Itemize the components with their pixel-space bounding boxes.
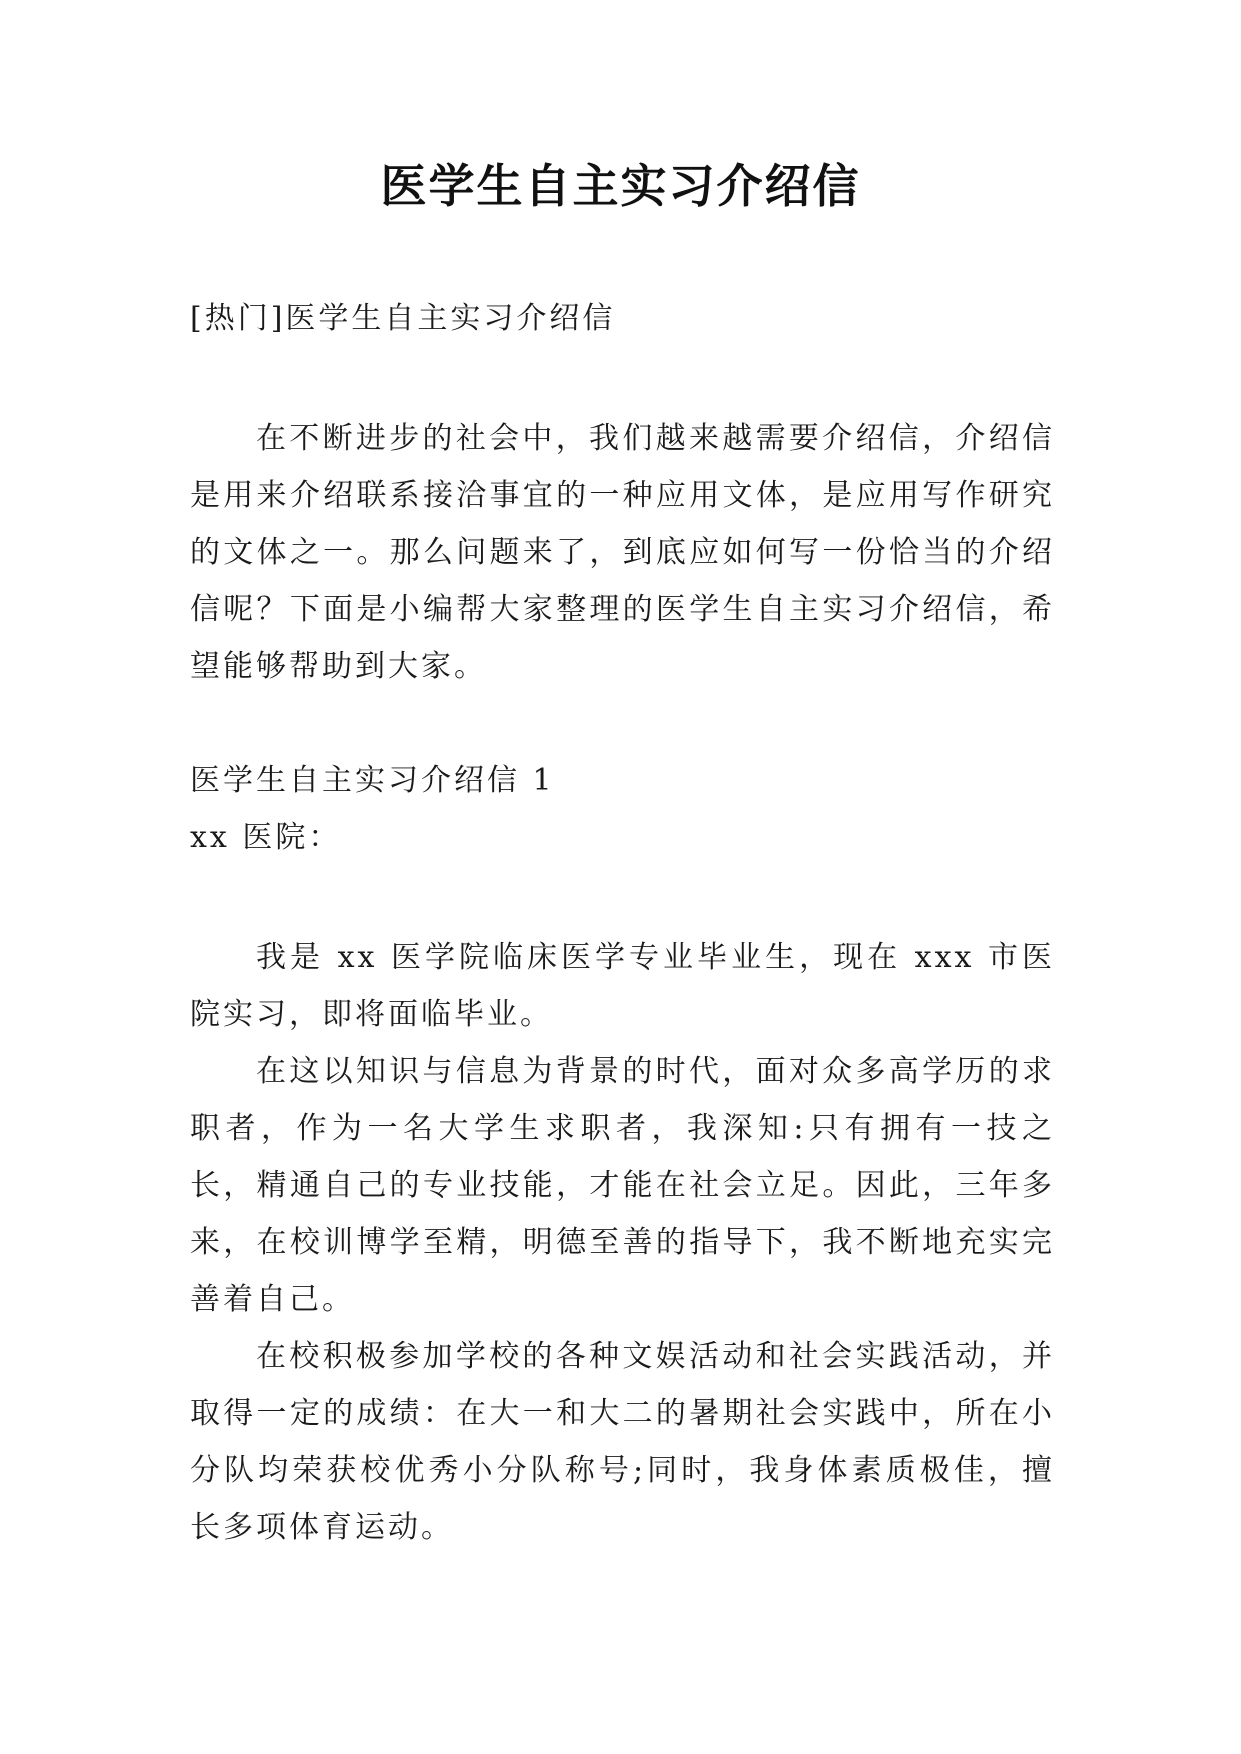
document-title: 医学生自主实习介绍信 (380, 159, 861, 213)
letter-heading: 医学生自主实习介绍信 1 (190, 763, 555, 798)
body-paragraph: 我是 xx 医学院临床医学专业毕业生，现在 xxx 市医院实习，即将面临毕业。 (190, 940, 1055, 1032)
body-paragraph: 在这以知识与信息为背景的时代，面对众多高学历的求职者，作为一名大学生求职者，我深知:只有拥有一技之长，精通自己的专业技能，才能在社会立足。因此，三年多来，在校训博学至精，明德至善的指导下，我不断地充实完善着自己。 (190, 1054, 1055, 1317)
body-paragraph: 在校积极参加学校的各种文娱活动和社会实践活动，并取得一定的成绩：在大一和大二的暑期社会实践中，所在小分队均荣获校优秀小分队称号;同时，我身体素质极佳，擅长多项体育运动。 (190, 1339, 1055, 1545)
intro-paragraph: 在不断进步的社会中，我们越来越需要介绍信，介绍信是用来介绍联系接洽事宜的一种应用文体，是应用写作研究的文体之一。那么问题来了，到底应如何写一份恰当的介绍信呢？下面是小编帮大家整理的医学生自主实习介绍信，希望能够帮助到大家。 (190, 421, 1055, 684)
document-subtitle: [热门]医学生自主实习介绍信 (190, 301, 616, 336)
salutation: xx 医院： (190, 820, 342, 855)
